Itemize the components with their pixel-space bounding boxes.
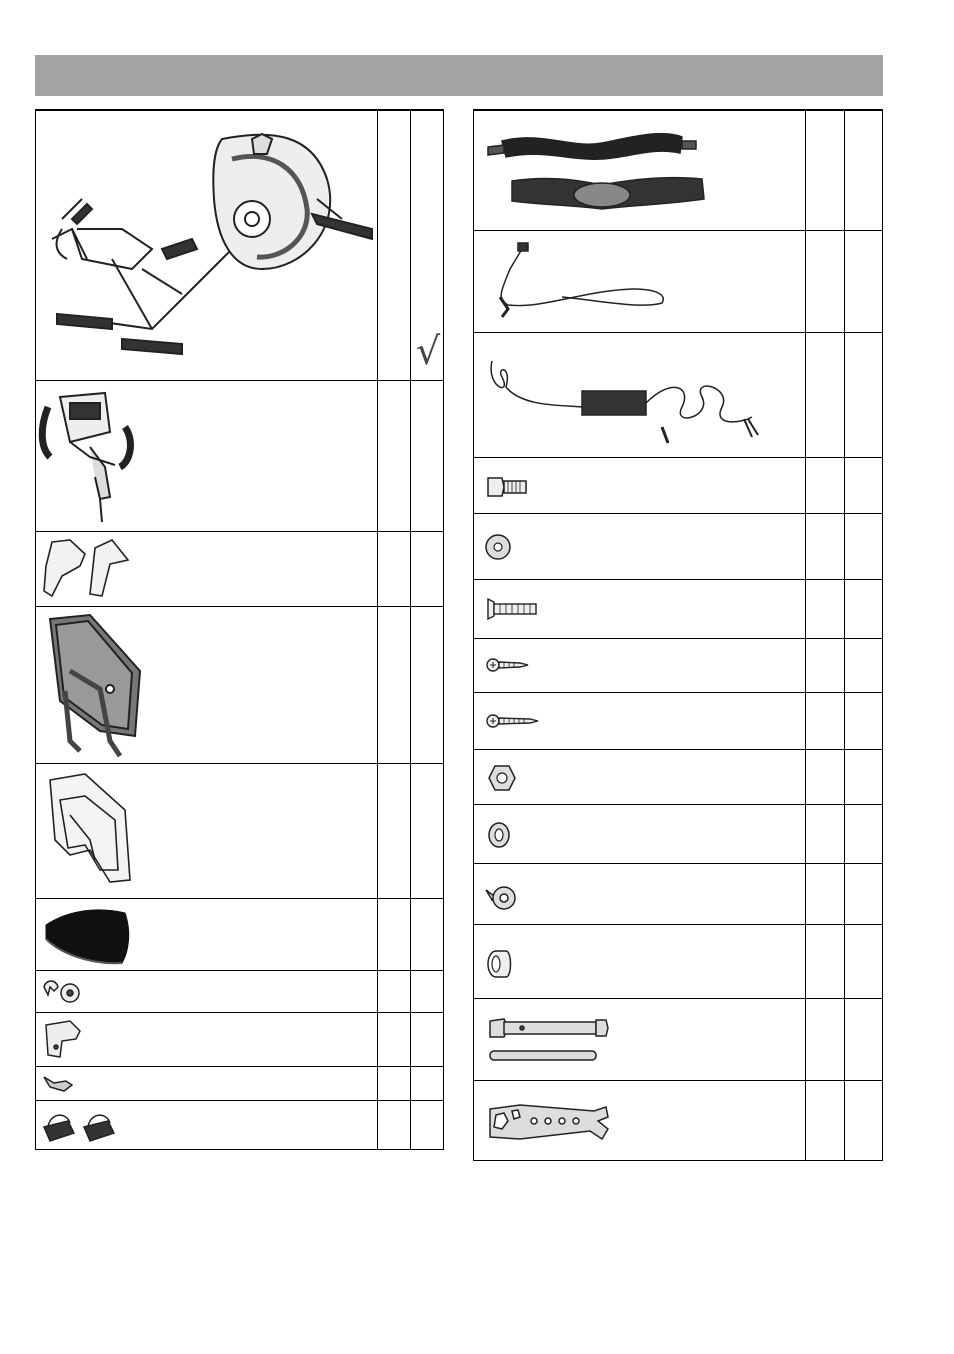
table-row [474, 863, 882, 925]
table-row [474, 457, 882, 514]
backrest-cover-icon [40, 770, 140, 895]
table-row [474, 110, 882, 231]
multi-wrench-icon [484, 1101, 614, 1147]
small-cover-caps-icon [40, 977, 85, 1007]
large-washer-icon [484, 532, 514, 562]
side-cover-pair-icon [40, 536, 135, 602]
table-row [36, 110, 443, 381]
table-row [474, 692, 882, 750]
table-row [474, 1080, 882, 1163]
bracket-cover-icon [40, 1017, 85, 1063]
hex-bolt-icon [486, 472, 536, 502]
table-row [36, 531, 443, 607]
checkmark: √ [416, 329, 441, 373]
long-screw-icon [484, 596, 542, 622]
table-row [36, 606, 443, 764]
left-parts-table [35, 109, 444, 1150]
table-row [474, 804, 882, 864]
table-row [36, 763, 443, 899]
table-row [36, 1012, 443, 1067]
table-row [474, 513, 882, 580]
self-tapping-screw-icon [484, 709, 544, 733]
header-bar [35, 55, 883, 96]
sensor-cable-icon [482, 239, 682, 329]
recumbent-bike-frame-icon [42, 119, 372, 369]
seat-cushion-icon [40, 903, 135, 969]
power-adapter-icon [482, 347, 762, 447]
table-row [474, 230, 882, 333]
hex-nut-icon [488, 764, 516, 792]
small-washer-icon [486, 821, 512, 849]
wing-washer-icon [484, 882, 520, 912]
table-row [36, 1066, 443, 1101]
table-row [474, 749, 882, 805]
table-row [474, 638, 882, 693]
table-row [474, 998, 882, 1081]
right-parts-table [473, 109, 883, 1161]
small-clip-icon [40, 1071, 85, 1097]
tube-wrench-and-bar-icon [486, 1017, 616, 1073]
table-row [36, 380, 443, 532]
table-row [36, 970, 443, 1013]
table-row [36, 898, 443, 971]
table-row [474, 924, 882, 999]
table-row [474, 332, 882, 458]
spacer-sleeve-icon [484, 947, 518, 981]
console-handlebar-assembly-icon [40, 387, 136, 527]
seat-backrest-frame-icon [40, 611, 150, 761]
chest-strap-heart-rate-icon [482, 119, 722, 227]
short-self-tapping-screw-icon [484, 653, 534, 677]
table-row [474, 579, 882, 639]
table-row [36, 1100, 443, 1152]
pedal-pair-icon [40, 1107, 120, 1147]
